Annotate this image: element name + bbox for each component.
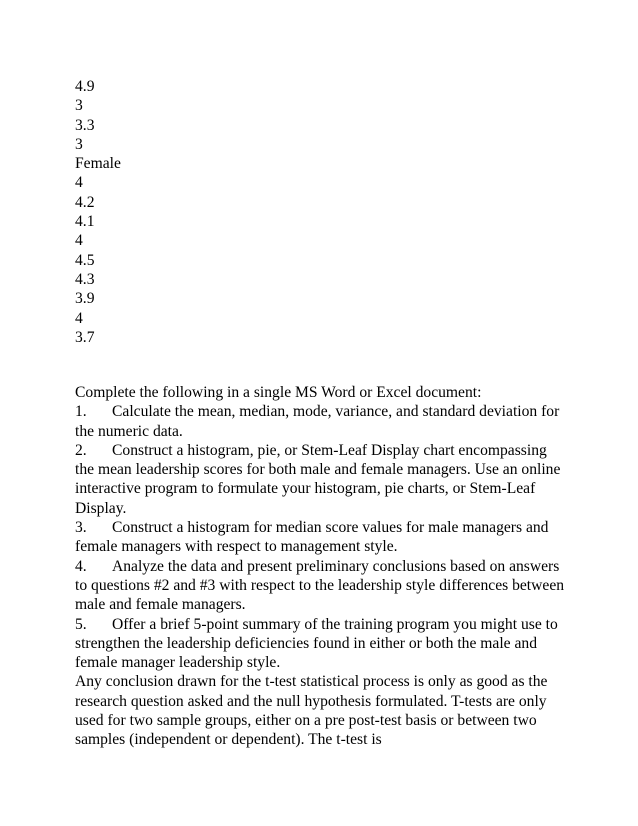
item-number: 2. <box>75 441 87 459</box>
data-value: 3 <box>75 97 83 115</box>
closing-paragraph: Any conclusion drawn for the t-test statistical process is only as good as the research question asked and the null hypothesis formulated. T-tests are only used for two sample groups, either on a pre post-test basis or between two samples (independent or dependent). The t-test is <box>75 673 548 749</box>
list-item <box>75 402 565 441</box>
data-value: 4.5 <box>75 251 95 269</box>
item-text: Construct a histogram for median score values for male managers and female managers with respect to management style. <box>75 519 549 556</box>
data-value: 3.3 <box>75 116 95 134</box>
list-item <box>75 518 565 557</box>
data-values-list <box>75 77 275 347</box>
item-number: 3. <box>75 519 87 537</box>
list-item <box>75 441 565 518</box>
item-number: 1. <box>75 403 87 421</box>
intro-paragraph: Complete the following in a single MS Word or Excel document: <box>75 384 482 401</box>
data-value: 4 <box>75 232 83 250</box>
item-text: Calculate the mean, median, mode, variance, and standard deviation for the numeric data. <box>75 403 560 440</box>
data-value: 4.9 <box>75 78 95 95</box>
group-label: Female <box>75 155 121 173</box>
data-value: 4.1 <box>75 213 95 231</box>
item-text: Construct a histogram, pie, or Stem-Leaf Display chart encompassing the mean leadership scores for both male and female managers. Use an online interactive program to formulate your histogram, pie charts, or Stem-Leaf Display. <box>75 441 561 517</box>
data-value: 3.7 <box>75 328 95 346</box>
data-value: 4.3 <box>75 270 95 288</box>
item-number: 5. <box>75 615 87 633</box>
item-text: Offer a brief 5-point summary of the training program you might use to strengthen the leadership deficiencies found in either or both the male and female manager leadership style. <box>75 615 558 672</box>
data-value: 3.9 <box>75 290 95 308</box>
list-item <box>75 557 565 615</box>
data-value: 4.2 <box>75 193 95 211</box>
item-text: Analyze the data and present preliminary conclusions based on answers to questions #2 and #3 with respect to the leadership style differences between male and female managers. <box>75 557 565 614</box>
item-number: 4. <box>75 557 87 575</box>
list-item <box>75 615 565 673</box>
instructions-block <box>75 383 565 750</box>
data-value: 4 <box>75 174 83 192</box>
data-value: 4 <box>75 309 83 327</box>
data-value: 3 <box>75 135 83 153</box>
